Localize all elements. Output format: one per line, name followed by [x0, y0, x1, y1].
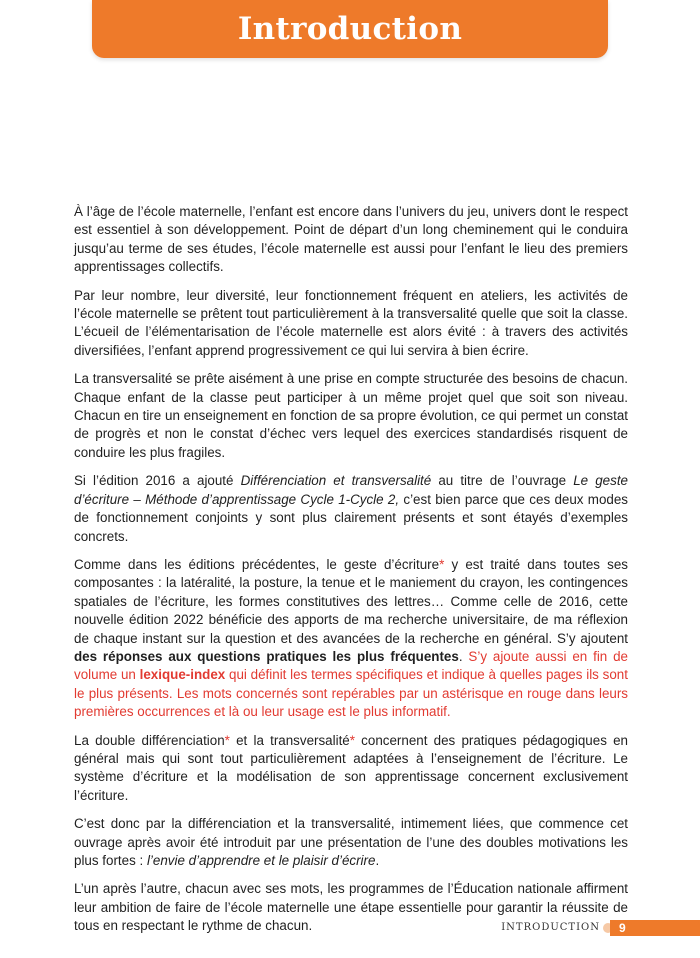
paragraph-5 — [74, 556, 628, 722]
text-span: C’est donc par la différenciation et la transversalité, intimement liées, que commence cet ouvrage après avoir été introduit par une présentation de l’une des doubles motivations les plus fortes : — [74, 816, 628, 868]
paragraph-7 — [74, 815, 628, 870]
text-span: . — [375, 853, 380, 868]
paragraph-4 — [74, 472, 628, 546]
text-span: y est traité dans toutes ses composantes : la latéralité, la posture, la tenue et le maniement du crayon, les contingences spatiales de l’écriture, les formes constitutives des lettres… Comme celle de 2016, cette nouvelle édition 2022 bénéficie des apports de ma recherche universitaire, de ma réflexion de chaque instant sur la question et des avancées de la recherche en général. S’y ajoutent — [74, 556, 628, 646]
text-span: . — [458, 648, 469, 664]
text-span: concernent des pratiques pédagogiques en général mais qui sont tout particulièrement adaptées à l’enseignement de l’écriture. Le système d’écriture et la modélisation de son apprentissage concernent exclusivement l’écriture. — [74, 732, 628, 803]
title-banner — [92, 0, 608, 58]
text-span: au titre de l’ouvrage — [431, 473, 574, 489]
paragraph-6 — [74, 732, 628, 806]
italic-phrase: l’envie d’apprendre et le plaisir d’écrire — [146, 853, 376, 868]
lexique-index-term: lexique-index — [139, 667, 226, 683]
page-title: Introduction — [237, 11, 463, 47]
glossary-asterisk: * — [224, 732, 230, 748]
paragraph-8: L’un après l’autre, chacun avec ses mots, les programmes de l’Éducation nationale affirment leur ambition de faire de l’école maternelle une étape essentielle pour garantir la réussite de tous en respectant le rythme de chacun. — [74, 881, 628, 934]
italic-title: Différenciation et transversalité — [240, 473, 432, 489]
body-text — [74, 203, 628, 946]
text-span: Comme dans les éditions précédentes, le geste d’écriture — [74, 556, 440, 572]
paragraph-2: Par leur nombre, leur diversité, leur fonctionnement fréquent en ateliers, les activités de l’école maternelle se prêtent tout particulièrement à la transversalité quelle que soit la classe. L’écueil de l’élémentarisation de l’école maternelle est alors évité : à travers des activités diversifiées, l’enfant apprend progressivement ce qui lui servira à bien écrire. — [74, 287, 628, 358]
paragraph-1: À l’âge de l’école maternelle, l’enfant est encore dans l’univers du jeu, univers dont le respect est essentiel à son développement. Point de départ d’un long cheminement qui le conduira jusqu’au terme de ses études, l’école maternelle est aussi pour l’enfant le lieu des premiers apprentissages collectifs. — [74, 204, 628, 275]
text-span: et la transversalité — [229, 732, 350, 748]
glossary-asterisk: * — [439, 556, 445, 572]
glossary-asterisk: * — [349, 732, 355, 748]
red-text: qui définit les termes spécifiques et indique à quelles pages ils sont le plus présents. Les mots concernés sont repérables par un astérisque en rouge dans leurs premières occurrences et là ou leur usage est le plus informatif. — [74, 667, 628, 720]
page-footer — [0, 920, 700, 936]
page-number: 9 — [619, 921, 626, 935]
paragraph-3: La transversalité se prête aisément à une prise en compte structurée des besoins de chacun. Chaque enfant de la classe peut participer à un même projet quel que soit son niveau. Chacun en tire un enseignement en fonction de sa propre évolution, ce qui permet un constat de progrès et non le constat d’échec vers lequel des exercices standardisés risquent de conduire les plus fragiles. — [74, 371, 628, 460]
italic-book-title: Le geste d’écriture – Méthode d’apprentissage Cycle 1-Cycle 2, — [74, 473, 628, 507]
text-span: La double différenciation — [74, 732, 225, 748]
text-span: c’est bien parce que ces deux modes de fonctionnement conjoints y sont plus clairement présents et sont étayés d’exemples concrets. — [74, 491, 628, 544]
red-text: S’y ajoute aussi en fin de volume un — [74, 648, 628, 683]
bold-phrase: des réponses aux questions pratiques les plus fréquentes — [74, 648, 459, 664]
text-span: Si l’édition 2016 a ajouté — [74, 473, 241, 489]
running-footer-label: INTRODUCTION — [501, 922, 600, 933]
